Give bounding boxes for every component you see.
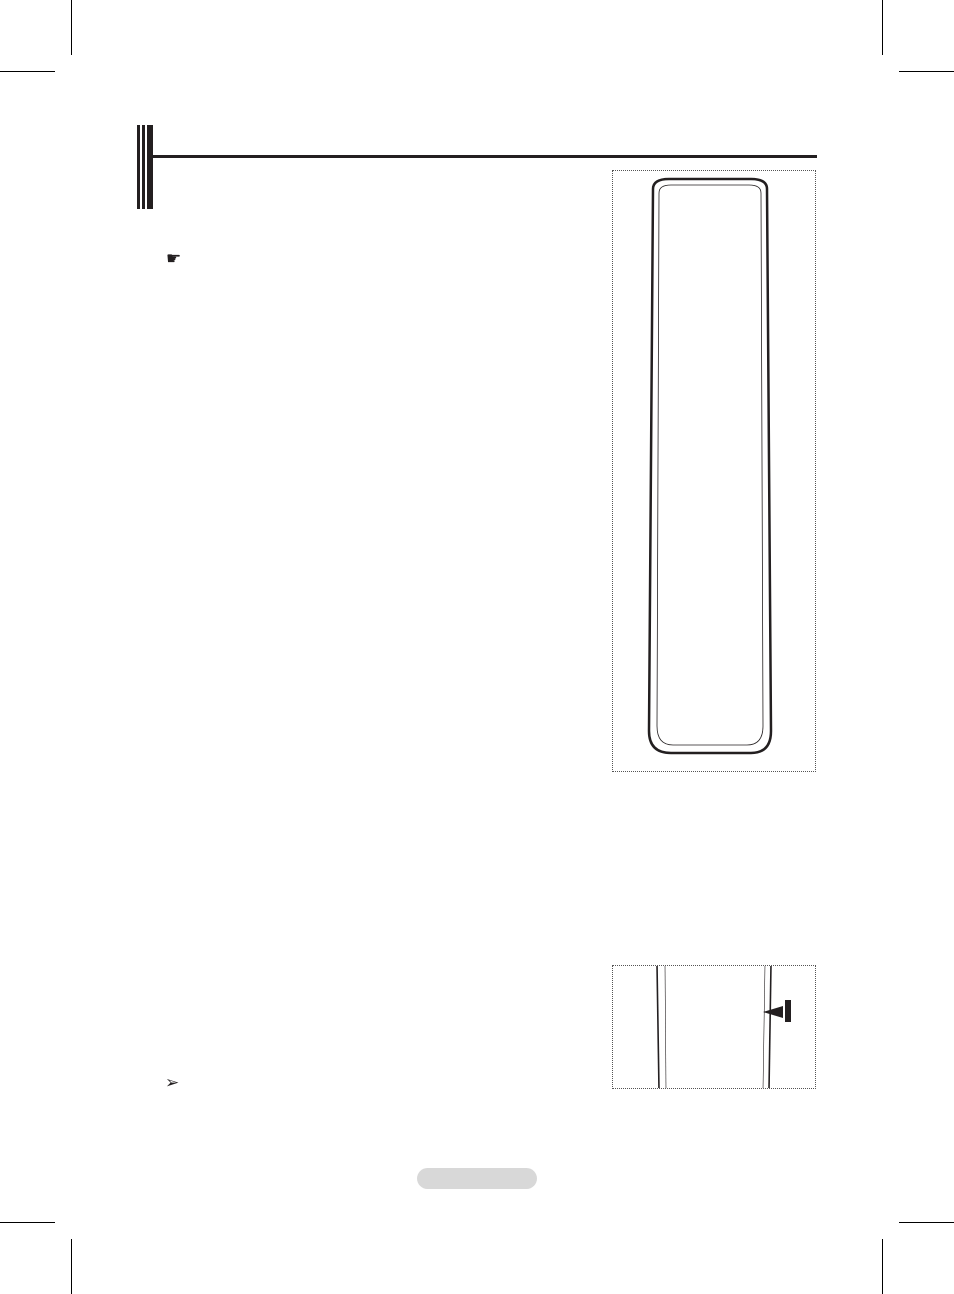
crop-mark (899, 71, 954, 72)
numpad-figure (612, 965, 816, 1089)
title-bars (137, 125, 153, 209)
crop-mark (71, 0, 72, 55)
numpad-svg (613, 966, 816, 1089)
crop-mark (882, 1239, 883, 1294)
crop-mark (882, 0, 883, 55)
hand-note-icon: ☛ (166, 249, 182, 268)
arrow-note-icon: ➢ (165, 1073, 180, 1092)
title-rule (153, 155, 817, 158)
crop-mark (899, 1222, 954, 1223)
crop-mark (0, 71, 55, 72)
page-number-badge (417, 1168, 537, 1189)
remote-figure (612, 170, 816, 772)
remote-svg (613, 171, 817, 773)
crop-mark (0, 1222, 55, 1223)
crop-mark (71, 1239, 72, 1294)
